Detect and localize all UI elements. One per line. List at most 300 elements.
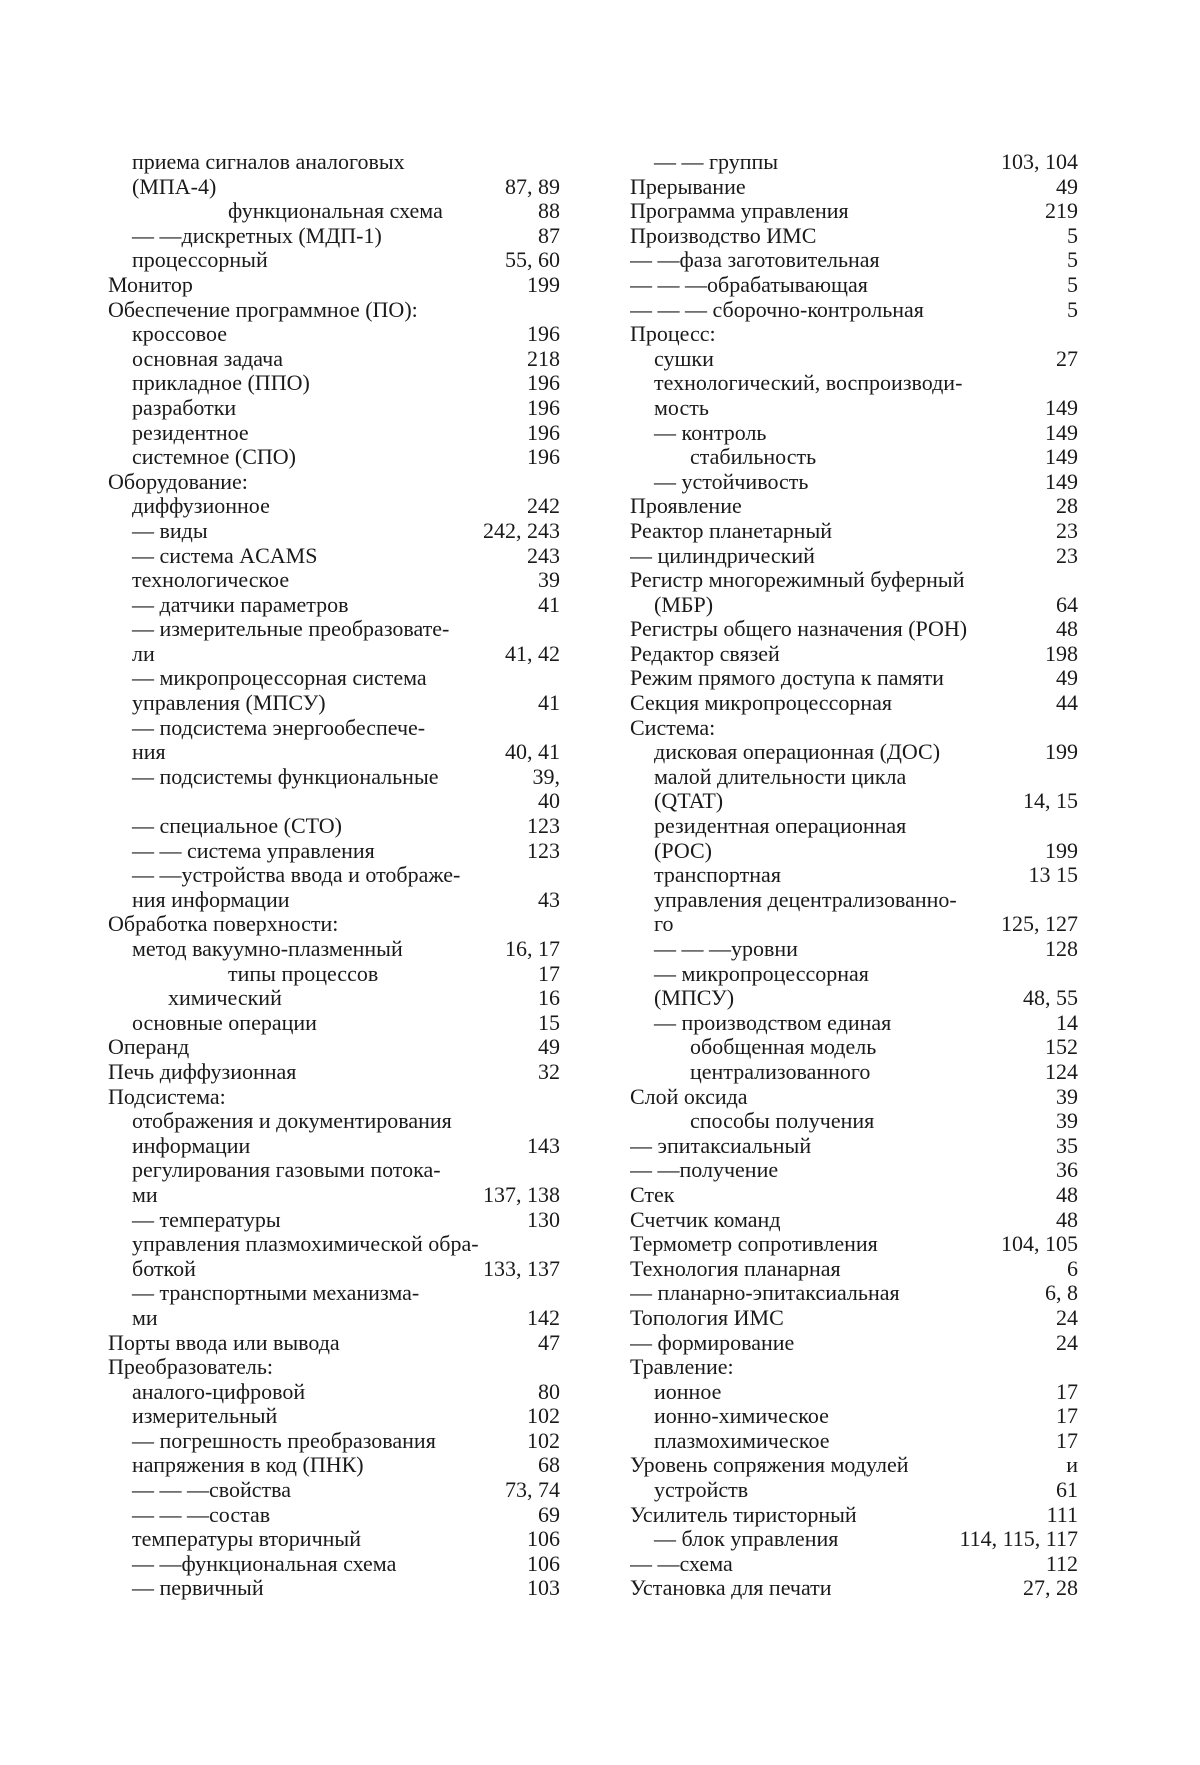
index-entry <box>108 740 560 765</box>
index-term: Топология ИМС <box>630 1305 784 1330</box>
index-entry <box>108 248 560 273</box>
index-entry <box>108 519 560 544</box>
index-entry <box>630 1453 1078 1478</box>
index-entry <box>108 666 560 691</box>
index-entry <box>630 1134 1078 1159</box>
index-entry <box>108 1183 560 1208</box>
index-entry <box>630 1281 1078 1306</box>
index-term: плазмохимическое <box>654 1428 830 1453</box>
index-entry <box>630 962 1078 987</box>
index-entry <box>630 175 1078 200</box>
index-term: диффузионное <box>132 494 270 519</box>
index-entry <box>108 445 560 470</box>
index-term: Монитор <box>108 272 193 297</box>
index-term: ионно-химическое <box>654 1404 829 1429</box>
index-entry <box>108 298 560 323</box>
index-term: приема сигналов аналоговых <box>132 150 405 174</box>
index-term: Прерывание <box>630 174 746 199</box>
page-numbers: 198 <box>1045 640 1078 666</box>
index-term: — устойчивость <box>654 469 809 494</box>
page-numbers: 48, 55 <box>1023 985 1078 1011</box>
page-numbers: 6 <box>1067 1255 1078 1281</box>
index-entry <box>630 1331 1078 1356</box>
index-entry <box>630 863 1078 888</box>
index-term: ми <box>132 1305 158 1330</box>
index-entry <box>630 1011 1078 1036</box>
index-term: температуры вторичный <box>132 1527 361 1552</box>
index-entry <box>630 1232 1078 1257</box>
index-entry <box>630 1085 1078 1110</box>
page-numbers: 17 <box>538 960 560 986</box>
index-entry <box>630 248 1078 273</box>
page-numbers: 68 <box>538 1452 560 1478</box>
index-term: — подсистема энергообеспече- <box>132 715 426 740</box>
page-numbers: 48 <box>1056 1206 1078 1232</box>
page-numbers: 15 <box>538 1009 560 1035</box>
index-term: Обеспечение программное (ПО): <box>108 297 418 322</box>
page-numbers: 149 <box>1045 419 1078 445</box>
index-entry <box>108 716 560 741</box>
index-term: — транспортными механизма- <box>132 1281 420 1306</box>
index-term: типы процессов <box>228 961 379 986</box>
index-term: Секция микропроцессорная <box>630 691 892 716</box>
page-numbers: 80 <box>538 1378 560 1404</box>
index-term: аналого-цифровой <box>132 1379 306 1404</box>
index-entry <box>630 1503 1078 1528</box>
index-entry <box>630 1158 1078 1183</box>
index-entry <box>630 224 1078 249</box>
page-numbers: 39, <box>532 763 560 789</box>
index-entry <box>108 986 560 1011</box>
index-term: — система ACAMS <box>132 543 318 568</box>
index-entry <box>630 1404 1078 1429</box>
index-entry <box>108 912 560 937</box>
index-entry <box>108 470 560 495</box>
index-term: Счетчик команд <box>630 1207 781 1232</box>
index-entry <box>630 1257 1078 1282</box>
index-entry <box>108 1453 560 1478</box>
index-entry <box>630 1380 1078 1405</box>
index-term: устройств <box>654 1478 749 1503</box>
page-numbers: 49 <box>1056 173 1078 199</box>
index-term: Процесс: <box>630 322 716 347</box>
index-term: Производство ИМС <box>630 223 817 248</box>
index-entry <box>630 1035 1078 1060</box>
index-term: стабильность <box>690 445 817 470</box>
page-numbers: 39 <box>538 567 560 593</box>
index-term: — погрешность преобразования <box>132 1428 436 1453</box>
index-term: — датчики параметров <box>132 592 349 617</box>
index-term: регулирования газовыми потока- <box>132 1158 441 1183</box>
index-entry <box>630 199 1078 224</box>
page-numbers: 152 <box>1045 1034 1078 1060</box>
index-entry <box>630 568 1078 593</box>
index-entry <box>108 1208 560 1233</box>
index-term: ионное <box>654 1379 722 1404</box>
index-term: Усилитель тиристорный <box>630 1502 857 1527</box>
index-column-right <box>630 150 1078 1601</box>
index-entry <box>108 1158 560 1183</box>
index-entry <box>630 347 1078 372</box>
page-numbers: 149 <box>1045 468 1078 494</box>
index-column-left <box>108 150 560 1601</box>
page-numbers: 49 <box>538 1034 560 1060</box>
index-entry <box>108 1576 560 1601</box>
index-term: ния <box>132 740 166 765</box>
page-numbers: 35 <box>1056 1132 1078 1158</box>
index-entry <box>108 421 560 446</box>
index-entry <box>108 888 560 913</box>
page-numbers: 23 <box>1056 542 1078 568</box>
index-term: Травление: <box>630 1355 734 1380</box>
index-entry <box>630 716 1078 741</box>
index-term: — —функциональная схема <box>132 1551 397 1576</box>
index-entry <box>630 912 1078 937</box>
page-numbers: 123 <box>527 813 560 839</box>
index-entry <box>108 1035 560 1060</box>
index-term: Печь диффузионная <box>108 1059 297 1084</box>
page-numbers: 44 <box>1056 690 1078 716</box>
index-term: — цилиндрический <box>630 543 815 568</box>
page-numbers: 40 <box>538 788 560 814</box>
index-term: Реактор планетарный <box>630 518 832 543</box>
index-term: — — —уровни <box>654 937 798 961</box>
index-term: ми <box>132 1182 158 1207</box>
page-numbers: 242 <box>527 493 560 519</box>
page-numbers: 218 <box>527 345 560 371</box>
page-numbers: 73, 74 <box>505 1477 560 1503</box>
index-term: — планарно-эпитаксиальная <box>630 1281 900 1306</box>
page-numbers: 17 <box>1056 1403 1078 1429</box>
index-term: Режим прямого доступа к памяти <box>630 666 944 691</box>
index-term: — специальное (СТО) <box>132 814 342 839</box>
page-numbers: 24 <box>1056 1304 1078 1330</box>
index-term: — —схема <box>630 1551 733 1576</box>
index-term: Уровень сопряжения модулей <box>630 1453 909 1478</box>
index-entry <box>108 396 560 421</box>
index-entry <box>108 1380 560 1405</box>
index-entry <box>108 1404 560 1429</box>
page-numbers: 103 <box>527 1575 560 1601</box>
page-numbers: 106 <box>527 1550 560 1576</box>
index-term: Проявление <box>630 494 742 519</box>
index-entry <box>108 1478 560 1503</box>
page-numbers: 36 <box>1056 1157 1078 1183</box>
page-numbers: 242, 243 <box>483 517 560 543</box>
index-entry <box>630 298 1078 323</box>
index-term: дисковая операционная (ДОС) <box>654 740 941 765</box>
index-term: централизованного <box>690 1059 871 1084</box>
page-numbers: 102 <box>527 1427 560 1453</box>
page-numbers: 123 <box>527 837 560 863</box>
index-term: Система: <box>630 715 716 740</box>
index-entry <box>108 175 560 200</box>
index-entry <box>630 1527 1078 1552</box>
index-term: Технология планарная <box>630 1256 841 1281</box>
index-entry <box>108 494 560 519</box>
index-term: технологическое <box>132 568 290 593</box>
index-entry <box>108 765 560 790</box>
page-numbers: 47 <box>538 1329 560 1355</box>
page-numbers: 133, 137 <box>483 1255 560 1281</box>
index-entry <box>630 322 1078 347</box>
page-numbers: 41, 42 <box>505 640 560 666</box>
index-term: обобщенная модель <box>690 1035 877 1060</box>
index-entry <box>108 347 560 372</box>
index-term: системное (СПО) <box>132 445 297 470</box>
index-term: ния информации <box>132 887 290 912</box>
page-numbers: 125, 127 <box>1001 911 1078 937</box>
page-numbers: 43 <box>538 886 560 912</box>
page-numbers: 196 <box>527 419 560 445</box>
page-numbers: 6, 8 <box>1045 1280 1078 1306</box>
index-term: отображения и документирования <box>132 1109 452 1134</box>
page-numbers: 5 <box>1067 247 1078 273</box>
page-numbers: 27, 28 <box>1023 1575 1078 1601</box>
index-term: Регистр многорежимный буферный <box>630 568 965 593</box>
page-numbers: 103, 104 <box>1001 149 1078 174</box>
index-entry <box>630 765 1078 790</box>
index-entry <box>108 863 560 888</box>
index-entry <box>630 470 1078 495</box>
index-entry <box>630 839 1078 864</box>
index-term: — формирование <box>630 1330 795 1355</box>
page-numbers: 5 <box>1067 222 1078 248</box>
index-term: транспортная <box>654 863 781 888</box>
page-numbers: 69 <box>538 1501 560 1527</box>
index-entry <box>630 1478 1078 1503</box>
index-entry <box>108 1109 560 1134</box>
index-term: основные операции <box>132 1010 317 1035</box>
index-entry <box>108 814 560 839</box>
index-entry <box>630 371 1078 396</box>
index-term: — контроль <box>654 420 767 445</box>
page-numbers: 106 <box>527 1526 560 1552</box>
page-numbers: 104, 105 <box>1001 1231 1078 1257</box>
index-entry <box>108 789 560 814</box>
index-term: управления децентрализованно- <box>654 887 957 912</box>
index-entry <box>108 1281 560 1306</box>
index-term: малой длительности цикла <box>654 764 907 789</box>
page-numbers: 128 <box>1045 936 1078 961</box>
index-term: Оборудование: <box>108 469 248 494</box>
page-numbers: 23 <box>1056 517 1078 543</box>
page-numbers: 149 <box>1045 394 1078 420</box>
index-term: — микропроцессорная <box>654 961 869 986</box>
index-entry <box>630 1183 1078 1208</box>
page-numbers: 24 <box>1056 1329 1078 1355</box>
index-entry <box>108 150 560 175</box>
index-term: (МПА-4) <box>132 174 217 199</box>
index-entry <box>630 1429 1078 1454</box>
index-term: мость <box>654 395 709 420</box>
page-numbers: 14, 15 <box>1023 788 1078 814</box>
page-numbers: 32 <box>538 1058 560 1084</box>
index-term: — —дискретных (МДП-1) <box>132 223 382 248</box>
page-numbers: 61 <box>1056 1477 1078 1503</box>
index-entry <box>630 814 1078 839</box>
index-term: процессорный <box>132 248 268 273</box>
index-term: (МПСУ) <box>654 986 735 1011</box>
index-entry <box>630 1208 1078 1233</box>
page-numbers: 102 <box>527 1403 560 1429</box>
index-term: Подсистема: <box>108 1084 226 1109</box>
index-entry <box>108 1527 560 1552</box>
index-term: Программа управления <box>630 199 849 224</box>
index-entry <box>108 1134 560 1159</box>
index-term: кроссовое <box>132 322 228 347</box>
index-term: функциональная схема <box>228 199 443 224</box>
index-entry <box>630 617 1078 642</box>
index-entry <box>108 224 560 249</box>
index-term: — измерительные преобразовате- <box>132 617 450 642</box>
page-numbers: 219 <box>1045 198 1078 224</box>
index-term: прикладное (ППО) <box>132 371 310 396</box>
index-entry <box>108 322 560 347</box>
index-entry <box>108 691 560 716</box>
index-term: Установка для печати <box>630 1576 832 1601</box>
index-term: метод вакуумно-плазменный <box>132 937 403 961</box>
index-term: Преобразователь: <box>108 1355 273 1380</box>
page-numbers: 39 <box>1056 1108 1078 1134</box>
page-numbers: 41 <box>538 591 560 617</box>
index-entry <box>630 888 1078 913</box>
page-numbers: 199 <box>1045 739 1078 765</box>
page-numbers: 49 <box>1056 665 1078 691</box>
page-numbers: 196 <box>527 321 560 347</box>
index-term: — виды <box>132 518 208 543</box>
page-numbers: 87 <box>538 222 560 248</box>
index-term: основная задача <box>132 346 283 371</box>
page-numbers: 124 <box>1045 1058 1078 1084</box>
index-term: — производством единая <box>654 1010 892 1035</box>
index-term: боткой <box>132 1256 196 1281</box>
index-entry <box>108 839 560 864</box>
page-numbers: 88 <box>538 198 560 224</box>
page-numbers: 41 <box>538 690 560 716</box>
index-entry <box>108 1085 560 1110</box>
page-numbers: 87, 89 <box>505 173 560 199</box>
page-numbers: 199 <box>1045 837 1078 863</box>
page-numbers: 48 <box>1056 616 1078 642</box>
page-numbers: 39 <box>1056 1083 1078 1109</box>
page-numbers: 143 <box>527 1132 560 1158</box>
index-term: — — система управления <box>132 838 375 863</box>
index-entry <box>630 789 1078 814</box>
page-numbers: 130 <box>527 1206 560 1232</box>
index-term: — — —состав <box>132 1502 271 1527</box>
page-numbers: 112 <box>1045 1550 1078 1576</box>
index-term: Термометр сопротивления <box>630 1232 878 1257</box>
page-numbers: 196 <box>527 394 560 420</box>
index-entry <box>630 445 1078 470</box>
page-numbers: и <box>1066 1452 1078 1478</box>
index-term: измерительный <box>132 1404 278 1429</box>
index-term: управления (МПСУ) <box>132 691 326 716</box>
index-entry <box>630 150 1078 175</box>
index-term: — микропроцессорная система <box>132 666 427 691</box>
index-term: способы получения <box>690 1109 875 1134</box>
index-term: химический <box>168 986 282 1011</box>
index-entry <box>630 396 1078 421</box>
index-term: — подсистемы функциональные <box>132 764 439 789</box>
index-entry <box>630 421 1078 446</box>
page-numbers: 14 <box>1056 1009 1078 1035</box>
index-entry <box>108 568 560 593</box>
index-entry <box>108 1503 560 1528</box>
index-entry <box>630 740 1078 765</box>
page-numbers: 40, 41 <box>505 739 560 765</box>
page-numbers: 48 <box>1056 1181 1078 1207</box>
page-numbers: 28 <box>1056 493 1078 519</box>
page-numbers: 199 <box>527 271 560 297</box>
index-entry <box>108 642 560 667</box>
index-entry <box>630 593 1078 618</box>
page-numbers: 16 <box>538 985 560 1011</box>
index-entry <box>108 1060 560 1085</box>
index-term: го <box>654 912 674 937</box>
index-term: Операнд <box>108 1035 190 1060</box>
page-numbers: 16, 17 <box>505 936 560 961</box>
index-term: резидентное <box>132 420 249 445</box>
index-entry <box>108 593 560 618</box>
index-term: — — —свойства <box>132 1478 292 1503</box>
index-term: (МБР) <box>654 592 714 617</box>
index-term: Стек <box>630 1182 675 1207</box>
index-entry <box>630 1355 1078 1380</box>
index-entry <box>630 937 1078 962</box>
page-numbers: 5 <box>1067 271 1078 297</box>
index-term: ли <box>132 641 155 666</box>
index-term: — — —обрабатывающая <box>630 272 868 297</box>
page-numbers: 55, 60 <box>505 247 560 273</box>
index-entry <box>108 1232 560 1257</box>
index-term: — — — сборочно-контрольная <box>630 297 924 322</box>
index-entry <box>630 519 1078 544</box>
index-entry <box>630 691 1078 716</box>
index-entry <box>108 371 560 396</box>
index-entry <box>630 1109 1078 1134</box>
index-entry <box>108 1552 560 1577</box>
index-entry <box>630 986 1078 1011</box>
page-numbers: 196 <box>527 444 560 470</box>
index-term: — —устройства ввода и отображе- <box>132 863 461 888</box>
index-term: резидентная операционная <box>654 814 907 839</box>
page-numbers: 64 <box>1056 591 1078 617</box>
index-term: Слой оксида <box>630 1084 748 1109</box>
index-term: технологический, воспроизводи- <box>654 371 963 396</box>
page-numbers: 17 <box>1056 1427 1078 1453</box>
index-entry <box>108 1011 560 1036</box>
index-entry <box>630 544 1078 569</box>
index-entry <box>108 1257 560 1282</box>
index-term: — —фаза заготовительная <box>630 248 880 273</box>
index-entry <box>108 617 560 642</box>
index-term: напряжения в код (ПНК) <box>132 1453 364 1478</box>
index-term: информации <box>132 1133 251 1158</box>
index-term: (QTAT) <box>654 789 724 814</box>
index-entry <box>630 273 1078 298</box>
index-entry <box>630 1552 1078 1577</box>
page-numbers: 149 <box>1045 444 1078 470</box>
index-term: — — группы <box>654 150 779 174</box>
page-numbers: 27 <box>1056 345 1078 371</box>
page-numbers: 196 <box>527 370 560 396</box>
index-entry <box>108 937 560 962</box>
index-term: Обработка поверхности: <box>108 912 339 937</box>
index-term: Регистры общего назначения (РОН) <box>630 617 968 642</box>
page-numbers: 17 <box>1056 1378 1078 1404</box>
